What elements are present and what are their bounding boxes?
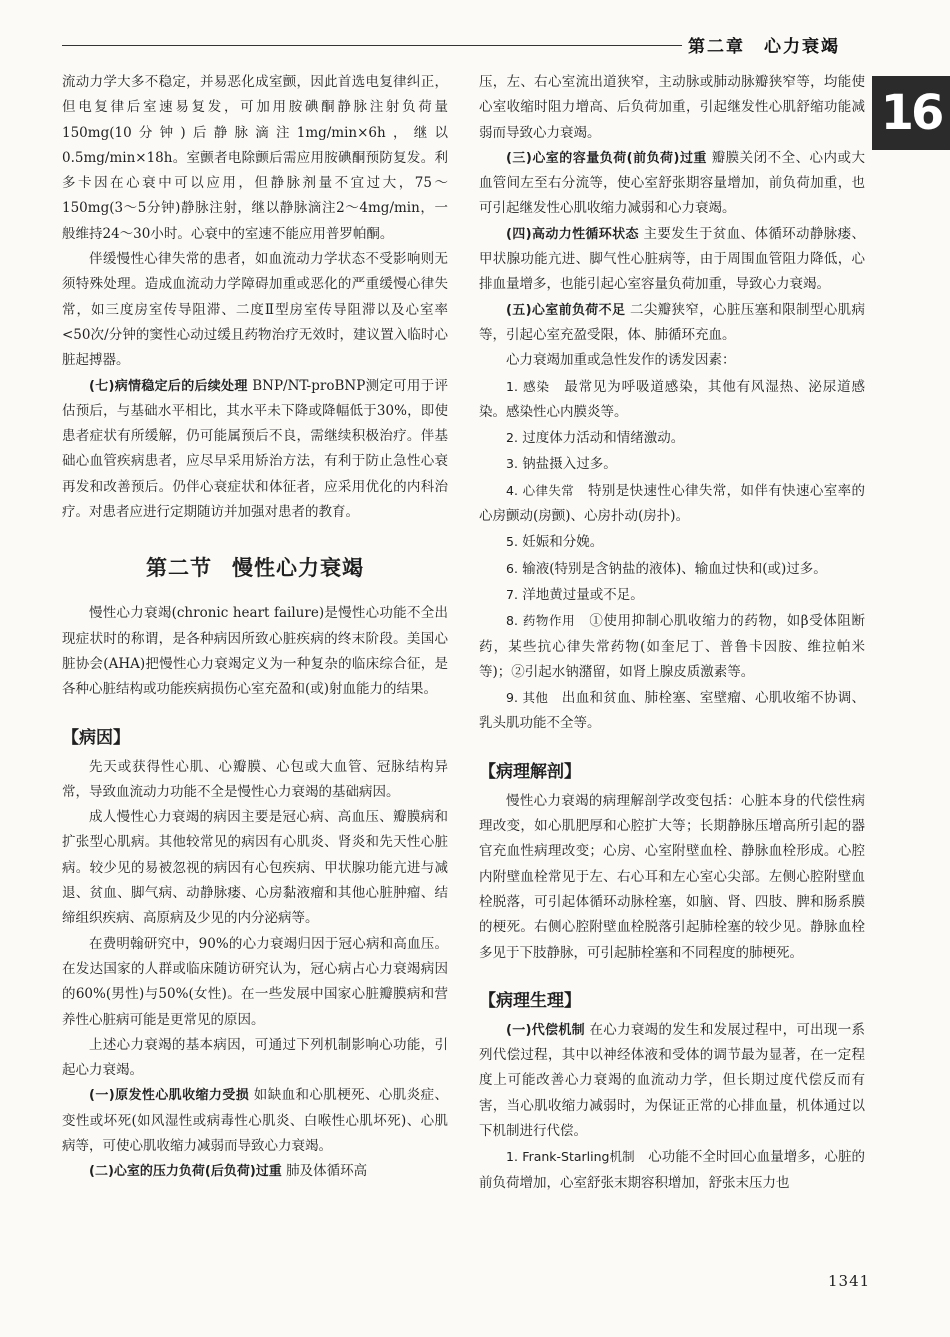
paragraph: 在费明翰研究中，90%的心力衰竭归因于冠心病和高血压。在发达国家的人群或临床随访研究认为，冠心病占心力衰竭病因的60%(男性)与50%(女性)。在一些发展中国家心脏瓣膜病和营养性心脏病可能是更常见的原因。 [62, 935, 448, 1028]
list-item: 3. 钠盐摄入过多。 [506, 456, 617, 473]
paragraph: 1. Frank-Starling机制 心功能不全时回心血量增多，心脏的前负荷增加，心室舒张末期容积增加，舒张末压力也 [479, 1149, 866, 1191]
paragraph: 压，左、右心室流出道狭窄，主动脉或肺动脉瓣狭窄等，均能使心室收缩时阻力增高、后负荷加重，引起继发性心肌舒缩功能减弱而导致心力衰竭。 [479, 74, 865, 141]
heading-pathological-anatomy: 【病理解剖】 [479, 761, 581, 782]
list-item: 9. 其他 出血和贫血、肺栓塞、室壁瘤、心肌收缩不协调、乳头肌功能不全等。 [479, 690, 866, 732]
heading-etiology: 【病因】 [62, 727, 130, 748]
paragraph: (二)心室的压力负荷(后负荷)过重 肺及体循环高 [89, 1163, 368, 1180]
section-title [62, 553, 448, 583]
paragraph: 成人慢性心力衰竭的病因主要是冠心病、高血压、瓣膜病和扩张型心肌病。其他较常见的病因有心肌炎、肾炎和先天性心脏病。较少见的易被忽视的病因有心包疾病、甲状腺功能亢进与减退、贫血、脚气病、动静脉瘘、心房黏液瘤和其他心脏肿瘤、结缔组织疾病、高原病及少见的内分泌病等。 [62, 809, 448, 927]
section-number: 第二节 [146, 556, 212, 581]
paragraph-lead: (四)高动力性循环状态 [506, 226, 639, 242]
left-column [62, 70, 448, 1185]
paragraph: (三)心室的容量负荷(前负荷)过重 瓣膜关闭不全、心内或大血管间左至右分流等，使心室舒张期容量增加，前负荷加重，也可引起继发性心肌收缩力减弱和心力衰竭。 [479, 149, 865, 217]
paragraph: (七)病情稳定后的后续处理 BNP/NT-proBNP测定可用于评估预后，与基础水平相比，其水平未下降或降幅低于30%，即使患者症状有所缓解，仍可能属预后不良，需继续积极治疗。伴基础心血管疾病患者，应尽早采用矫治方法，有利于防止急性心衰再发和改善预后。仍伴心衰症状和体征者，应采用优化的内科治疗。对患者应进行定期随访并加强对患者的教育。 [62, 377, 449, 521]
paragraph-lead: (一)原发性心肌收缩力受损 [89, 1088, 250, 1104]
right-column [479, 70, 865, 1196]
list-item: 5. 妊娠和分娩。 [506, 534, 604, 551]
list-item: 1. 感染 最常见为呼吸道感染，其他有风湿热、泌尿道感染。感染性心内膜炎等。 [479, 378, 865, 420]
paragraph: 上述心力衰竭的基本病因，可通过下列机制影响心功能，引起心力衰竭。 [62, 1036, 448, 1079]
paragraph-lead: (一)代偿机制 [506, 1022, 585, 1038]
paragraph: (五)心室前负荷不足 二尖瓣狭窄，心脏压塞和限制型心肌病等，引起心室充盈受限，体、肺循环充血。 [479, 301, 866, 343]
list-item: 8. 药物作用 ①使用抑制心肌收缩力的药物，如β受体阻断药，某些抗心律失常药物(如奎尼丁、普鲁卡因胺、维拉帕米等)；②引起水钠潴留，如肾上腺皮质激素等。 [479, 613, 865, 680]
paragraph-lead: (三)心室的容量负荷(前负荷)过重 [506, 150, 707, 166]
paragraph: (一)代偿机制 在心力衰竭的发生和发展过程中，可出现一系列代偿过程，其中以神经体液和受体的调节最为显著，在一定程度上可能改善心力衰竭的血流动力学，但长期过度代偿反而有害，当心肌收缩力减弱时，为保证正常的心排血量，机体通过以下机制进行代偿。 [479, 1021, 866, 1139]
heading-pathophysiology: 【病理生理】 [479, 990, 581, 1011]
paragraph-lead: (二)心室的压力负荷(后负荷)过重 [89, 1164, 282, 1180]
list-item: 6. 输液(特别是含钠盐的液体)、输血过快和(或)过多。 [506, 560, 827, 577]
paragraph-lead: (五)心室前负荷不足 [506, 302, 626, 318]
section-name: 慢性心力衰竭 [232, 556, 364, 581]
paragraph: 先天或获得性心肌、心瓣膜、心包或大血管、冠脉结构异常，导致血流动力功能不全是慢性心力衰竭的基础病因。 [62, 758, 448, 800]
paragraph: 慢性心力衰竭(chronic heart failure)是慢性心功能不全出现症状时的称谓，是各种病因所致心脏疾病的终末阶段。美国心脏协会(AHA)把慢性心力衰竭定义为一种复杂的临床综合征，是各种心脏结构或功能疾病损伤心室充盈和(或)射血能力的结果。 [62, 605, 448, 698]
chapter-tab: 16 [872, 76, 950, 150]
list-item: 4. 心律失常 特别是快速性心律失常，如伴有快速心室率的心房颤动(房颤)、心房扑动(房扑)。 [479, 482, 865, 525]
paragraph: (四)高动力性循环状态 主要发生于贫血、体循环动静脉瘘、甲状腺功能亢进、脚气性心脏病等，由于周围血管阻力降低，心排血量增多，也能引起心室容量负荷加重，导致心力衰竭。 [479, 225, 865, 293]
paragraph: 伴缓慢性心律失常的患者，如血流动力学状态不受影响则无须特殊处理。造成血流动力学障碍加重或恶化的严重缓慢心律失常，如三度房室传导阻滞、二度Ⅱ型房室传导阻滞以及心室率<50次/分钟的窦性心动过缓且药物治疗无效时，建议置入临时心脏起搏器。 [62, 251, 448, 369]
list-item: 7. 洋地黄过量或不足。 [506, 586, 644, 603]
paragraph: 流动力学大多不稳定，并易恶化成室颤，因此首选电复律纠正，但电复律后室速易复发，可加用胺碘酮静脉注射负荷量150mg(10分钟)后静脉滴注1mg/min×6h，继以0.5mg/min×18h。室颤者电除颤后需应用胺碘酮预防复发。利多卡因在心衰中可以应用，但静脉剂量不宜过大，75～150mg(3～5分钟)静脉注射，继以静脉滴注2～4mg/min，一般维持24～30小时。心衰中的室速不能应用普罗帕酮。 [62, 74, 448, 242]
page-number: 1341 [828, 1272, 871, 1290]
paragraph: (一)原发性心肌收缩力受损 如缺血和心肌梗死、心肌炎症、变性或坏死(如风湿性或病毒性心肌炎、白喉性心肌坏死)、心肌病等，可使心肌收缩力减弱而导致心力衰竭。 [62, 1087, 449, 1154]
chapter-title: 第二章 心力衰竭 [688, 37, 840, 57]
paragraph: 心力衰竭加重或急性发作的诱发因素： [506, 352, 736, 369]
paragraph-lead: (七)病情稳定后的后续处理 [89, 378, 248, 394]
paragraph: 慢性心力衰竭的病理解剖学改变包括：心脏本身的代偿性病理改变，如心肌肥厚和心腔扩大等；长期静脉压增高所引起的器官充血性病理改变；心房、心室附壁血栓、静脉血栓形成。心腔内附壁血栓常见于左、右心耳和左心室心尖部。左侧心腔附壁血栓脱落，可引起体循环动脉栓塞，如脑、肾、四肢、脾和肠系膜的梗死。右侧心腔附壁血栓脱落引起肺栓塞的较少见。静脉血栓多见于下肢静脉，可引起肺栓塞和不同程度的肺梗死。 [479, 792, 865, 961]
list-item: 2. 过度体力活动和情绪激动。 [506, 430, 685, 447]
header-rule [62, 45, 682, 46]
